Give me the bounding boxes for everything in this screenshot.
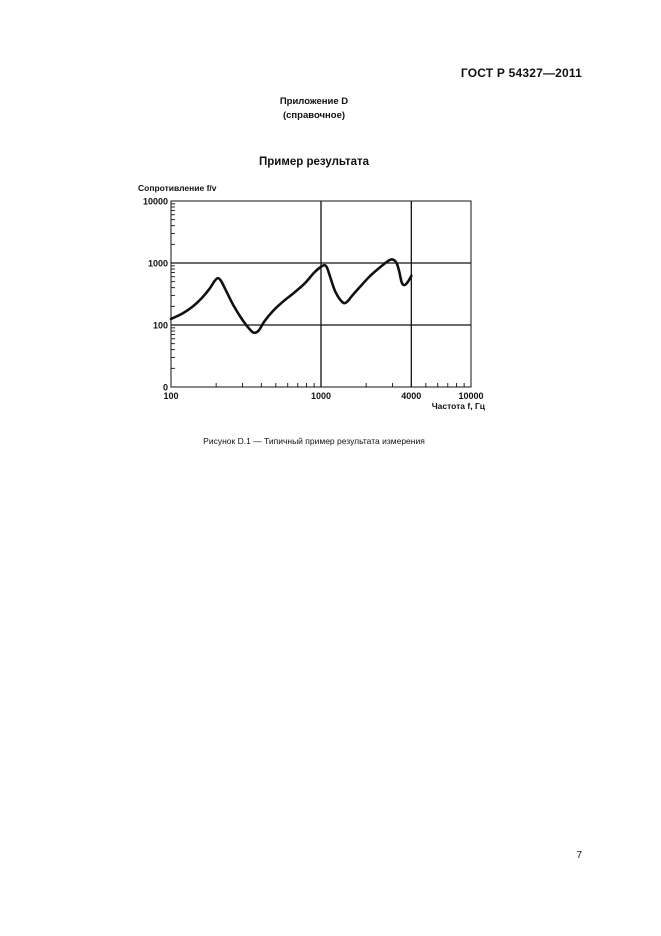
- series-line: [171, 259, 411, 332]
- x-tick-label: 100: [163, 391, 179, 401]
- x-tick-label: 4000: [401, 391, 422, 401]
- figure-caption: Рисунок D.1 — Типичный пример результата измерения: [203, 436, 425, 446]
- x-tick-label: 1000: [310, 391, 332, 401]
- y-tick-label: 100: [152, 320, 168, 331]
- x-axis-label: Частота f, Гц: [431, 401, 485, 411]
- x-tick-label: 10000: [458, 391, 484, 401]
- chart-labels: [143, 197, 484, 402]
- y-axis-label: Сопротивление f/v: [138, 183, 217, 193]
- y-tick-label: 10000: [142, 196, 168, 207]
- chart-ticks: [171, 204, 464, 387]
- chart-container: [120, 176, 500, 420]
- y-tick-label: 0: [162, 382, 168, 393]
- standard-number: ГОСТ Р 54327—2011: [460, 66, 582, 80]
- figure-heading: Пример результата: [259, 156, 369, 168]
- page-number: 7: [576, 850, 582, 861]
- appendix-subtitle: (справочное): [282, 110, 346, 121]
- appendix-heading: [0, 95, 628, 123]
- chart-grid: [171, 201, 471, 387]
- y-tick-label: 1000: [147, 258, 168, 269]
- appendix-title: Приложение D: [279, 96, 349, 107]
- chart-series: [171, 259, 411, 332]
- impedance-chart: [120, 176, 500, 420]
